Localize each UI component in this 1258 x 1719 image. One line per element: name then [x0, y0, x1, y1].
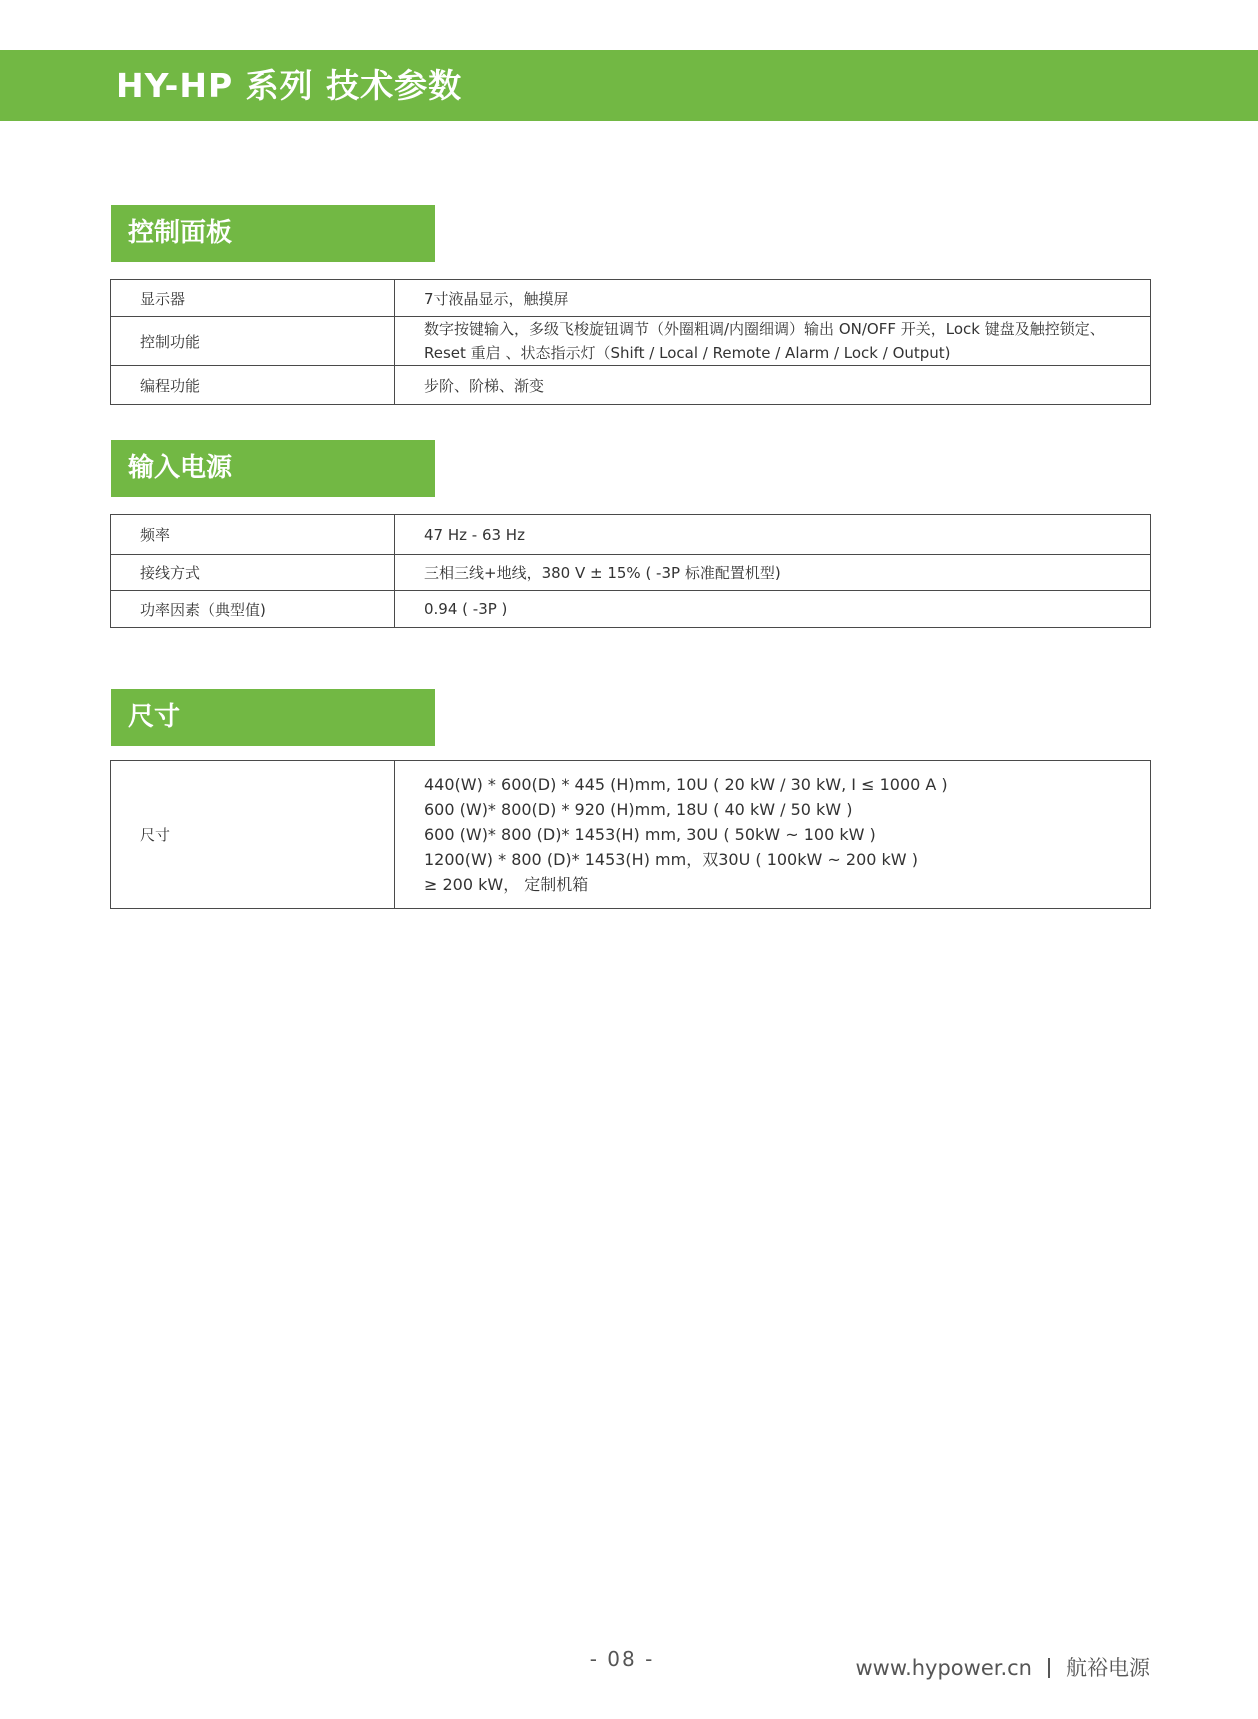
- table-row: [111, 761, 1151, 909]
- row-key-programming: 编程功能: [111, 366, 395, 405]
- row-value-control-function: [395, 317, 1151, 366]
- page-title: HY-HP 系列 技术参数: [116, 66, 463, 105]
- row-value-power-factor: 0.94 ( -3P ): [395, 591, 1151, 628]
- dimension-line-2: 600 (W)* 800(D) * 920 (H)mm, 18U ( 40 kW / 50 kW ): [424, 800, 853, 819]
- section-title-input-text: 输入电源: [128, 453, 233, 483]
- row-value-wiring: 三相三线+地线，380 V ± 15% ( -3P 标准配置机型): [395, 555, 1151, 591]
- footer-site: [855, 1652, 1150, 1682]
- table-row: [111, 555, 1151, 591]
- row-key-wiring: 接线方式: [111, 555, 395, 591]
- dimension-line-5: ≥ 200 kW， 定制机箱: [424, 875, 589, 894]
- section-title-control: [111, 205, 435, 262]
- table-row: [111, 366, 1151, 405]
- row-key-dimensions: 尺寸: [111, 761, 395, 909]
- dimension-line-3: 600 (W)* 800 (D)* 1453(H) mm, 30U ( 50kW ~ 100 kW ): [424, 825, 876, 844]
- footer-brand: 航裕电源: [1066, 1656, 1150, 1680]
- row-value-frequency: 47 Hz - 63 Hz: [395, 515, 1151, 555]
- row-value-display: 7寸液晶显示，触摸屏: [395, 280, 1151, 317]
- row-value-dimensions: [395, 761, 1151, 909]
- row-key-control-function: 控制功能: [111, 317, 395, 366]
- table-row: [111, 317, 1151, 366]
- control-panel-table: [110, 279, 1151, 405]
- section-title-dimensions-text: 尺寸: [128, 702, 181, 732]
- dimension-line-1: 440(W) * 600(D) * 445 (H)mm, 10U ( 20 kW / 30 kW, I ≤ 1000 A ): [424, 775, 948, 794]
- row-key-frequency: 频率: [111, 515, 395, 555]
- input-power-table: [110, 514, 1151, 628]
- header-bar: [0, 50, 1258, 121]
- row-key-power-factor: 功率因素（典型值): [111, 591, 395, 628]
- footer-website: www.hypower.cn: [855, 1656, 1032, 1680]
- control-function-line-2: Reset 重启 、状态指示灯（Shift / Local / Remote / Alarm / Lock / Output): [424, 344, 951, 362]
- section-title-dimensions: [111, 689, 435, 746]
- row-value-programming: 步阶、阶梯、渐变: [395, 366, 1151, 405]
- dimension-line-4: 1200(W) * 800 (D)* 1453(H) mm，双30U ( 100kW ~ 200 kW ): [424, 850, 918, 869]
- table-row: [111, 515, 1151, 555]
- table-row: [111, 591, 1151, 628]
- section-title-control-text: 控制面板: [128, 218, 233, 248]
- control-function-line-1: 数字按键输入，多级飞梭旋钮调节（外圈粗调/内圈细调）输出 ON/OFF 开关，Lock 键盘及触控锁定、: [424, 320, 1105, 338]
- row-key-display: 显示器: [111, 280, 395, 317]
- footer-separator: [1048, 1658, 1050, 1678]
- dimensions-table: [110, 760, 1151, 909]
- table-row: [111, 280, 1151, 317]
- page-number: - 08 -: [589, 1647, 655, 1671]
- section-title-input: [111, 440, 435, 497]
